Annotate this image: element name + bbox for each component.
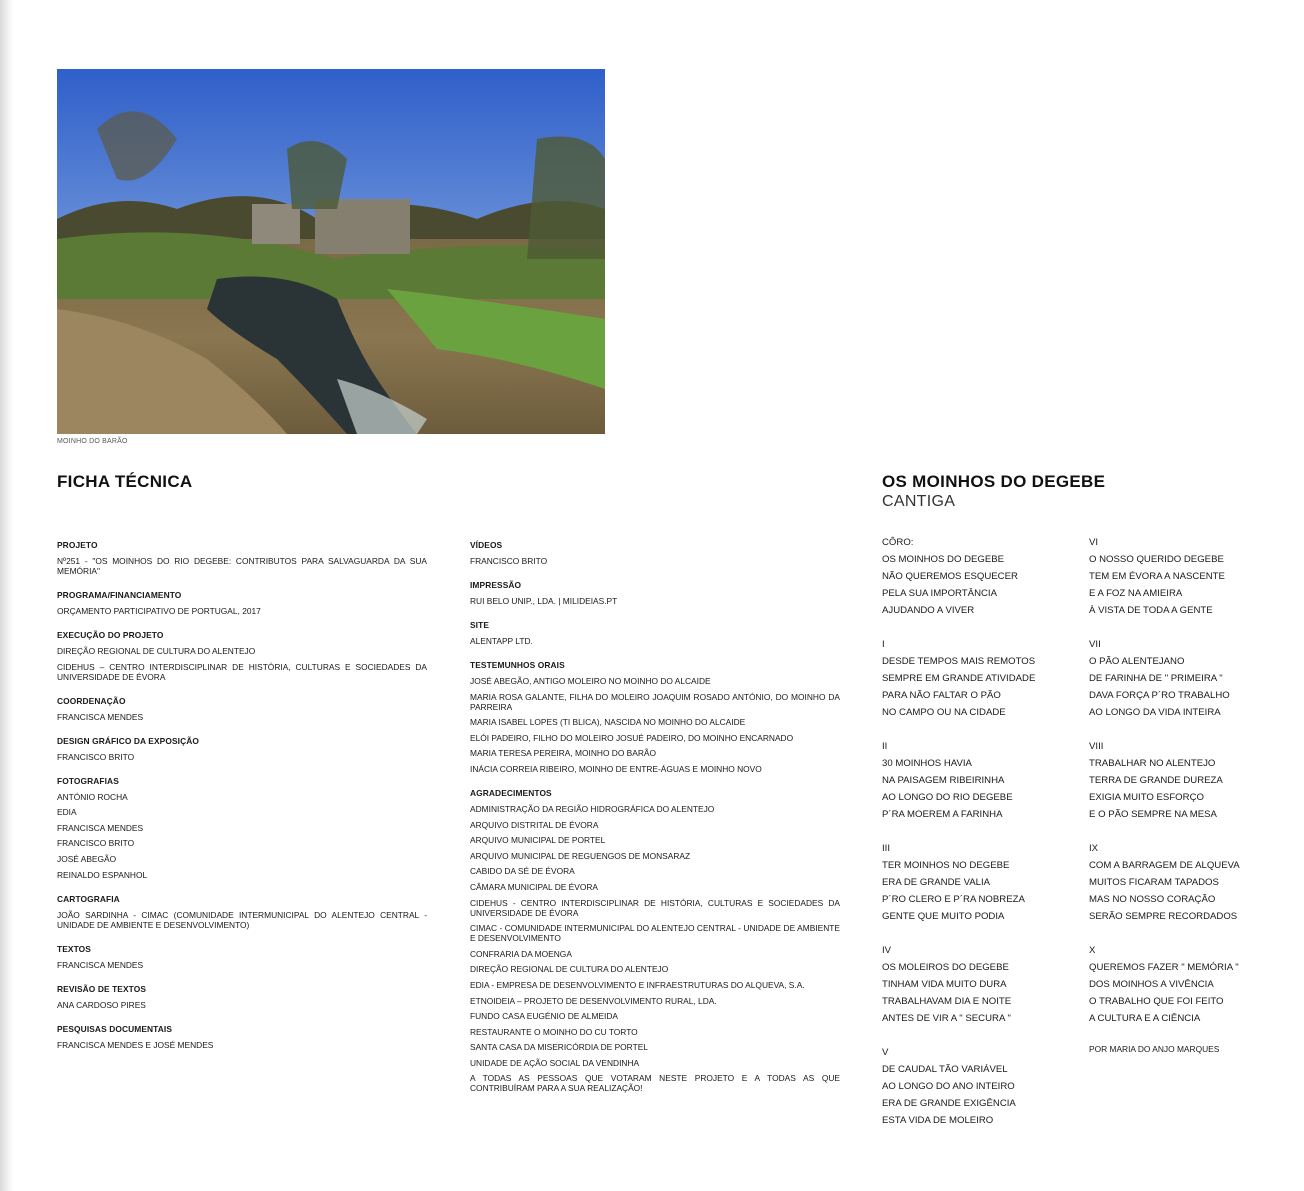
stanza-label: VIII <box>1089 741 1104 752</box>
poem-line: ANTES DE VIR A " SECURA " <box>882 1013 1011 1024</box>
stanza-label: X <box>1089 945 1096 956</box>
credit-section-title: TESTEMUNHOS ORAIS <box>470 660 565 670</box>
poem-stanza <box>1089 942 1279 1027</box>
poem-line: AO LONGO DO RIO DEGEBE <box>882 792 1013 803</box>
credit-line: RESTAURANTE O MOINHO DO CU TORTO <box>470 1026 638 1037</box>
credit-section-title: PROJETO <box>57 540 98 550</box>
poem-author: POR MARIA DO ANJO MARQUES <box>1089 1044 1220 1054</box>
poem-stanza <box>1089 840 1279 925</box>
poem-stanza <box>1089 636 1279 721</box>
ficha-title: FICHA TÉCNICA <box>57 472 193 491</box>
poem-line: E O PÃO SEMPRE NA MESA <box>1089 809 1217 820</box>
poem-line: O NOSSO QUERIDO DEGEBE <box>1089 554 1224 565</box>
credit-line: ADMINISTRAÇÃO DA REGIÃO HIDROGRÁFICA DO ALENTEJO <box>470 803 715 814</box>
credit-line: MARIA ISABEL LOPES (TI BLICA), NASCIDA NO MOINHO DO ALCAIDE <box>470 717 746 728</box>
credit-line: FRANCISCA MENDES <box>57 711 144 722</box>
credit-section <box>57 776 427 880</box>
poem-title: OS MOINHOS DO DEGEBE <box>882 472 1106 491</box>
credit-line: CIDEHUS – CENTRO INTERDISCIPLINAR DE HISTÓRIA, CULTURAS E SOCIEDADES DA UNIVERSIDADE DE ÉVORA <box>57 661 427 682</box>
poem-line: P´RA MOEREM A FARINHA <box>882 809 1003 820</box>
credit-line: EDIA - EMPRESA DE DESENVOLVIMENTO E INFRAESTRUTURAS DO ALQUEVA, S.A. <box>470 979 805 990</box>
credit-section-title: DESIGN GRÁFICO DA EXPOSIÇÃO <box>57 735 199 746</box>
credit-line: JOSÉ ABEGÃO, ANTIGO MOLEIRO NO MOINHO DO ALCAIDE <box>470 676 711 686</box>
credit-section-title: CARTOGRAFIA <box>57 893 120 904</box>
poem-line: P´RO CLERO E P´RA NOBREZA <box>882 894 1025 905</box>
poem-line: TERRA DE GRANDE DUREZA <box>1089 775 1223 786</box>
credit-section <box>57 590 427 616</box>
poem-line: AO LONGO DO ANO INTEIRO <box>882 1081 1015 1092</box>
credit-line: CONFRARIA DA MOENGA <box>470 948 572 959</box>
stanza-label: I <box>882 639 885 650</box>
ficha-column-1 <box>57 540 427 1064</box>
poem-stanza <box>882 738 1072 823</box>
credit-line: RUI BELO UNIP., LDA. | MILIDEIAS.PT <box>470 596 618 606</box>
mill-photo <box>57 69 605 434</box>
credit-section-title: IMPRESSÃO <box>470 580 522 590</box>
poem-line: AO LONGO DA VIDA INTEIRA <box>1089 707 1221 718</box>
poem-stanza <box>882 636 1072 721</box>
poem-stanza <box>882 1044 1072 1129</box>
credit-section-title: PROGRAMA/FINANCIAMENTO <box>57 590 182 600</box>
credit-line: A TODAS AS PESSOAS QUE VOTARAM NESTE PROJETO E A TODAS AS QUE CONTRIBUÍRAM PARA A SUA REALIZAÇÃO! <box>470 1073 840 1094</box>
credit-section-title: VÍDEOS <box>470 540 503 550</box>
credit-line: FRANCISCO BRITO <box>57 751 135 762</box>
credit-line: ALENTAPP LTD. <box>470 636 533 646</box>
poem-line: ERA DE GRANDE VALIA <box>882 877 991 888</box>
stanza-label: VI <box>1089 537 1099 548</box>
credit-section <box>57 984 427 1010</box>
credit-section <box>470 788 840 1094</box>
credit-line: JOÃO SARDINHA - CIMAC (COMUNIDADE INTERMUNICIPAL DO ALENTEJO CENTRAL - UNIDADE DE AMBIENTE E DESENVOLVIMENTO) <box>57 909 427 930</box>
credit-line: EDIA <box>57 807 77 818</box>
credit-section <box>57 1024 427 1050</box>
credit-section <box>470 660 840 774</box>
credit-line: FRANCISCO BRITO <box>57 838 135 849</box>
ficha-column-2 <box>470 540 840 1107</box>
credit-section-title: EXECUÇÃO DO PROJETO <box>57 630 164 640</box>
page-spine-shadow <box>0 0 14 1191</box>
credit-section <box>470 580 840 606</box>
poem-column-1 <box>882 534 1072 1146</box>
stanza-label: III <box>882 843 890 854</box>
poem-line: DESDE TEMPOS MAIS REMOTOS <box>882 656 1036 667</box>
poem-line: TER MOINHOS NO DEGEBE <box>882 860 1010 871</box>
mill-landscape-image <box>57 69 605 434</box>
poem-line: NÃO QUEREMOS ESQUECER <box>882 571 1018 582</box>
credit-line: MARIA ROSA GALANTE, FILHA DO MOLEIRO JOAQUIM ROSADO ANTÓNIO, DO MOINHO DA PARREIRA <box>470 691 840 712</box>
poem-stanza <box>1089 738 1279 823</box>
credit-line: JOSÉ ABEGÃO <box>57 853 117 864</box>
credit-line: CÂMARA MUNICIPAL DE ÉVORA <box>470 881 598 892</box>
poem-line: QUEREMOS FAZER " MEMÓRIA " <box>1089 962 1239 973</box>
credit-line: DIREÇÃO REGIONAL DE CULTURA DO ALENTEJO <box>57 646 256 656</box>
poem-line: O PÃO ALENTEJANO <box>1089 656 1185 667</box>
poem-line: PELA SUA IMPORTÂNCIA <box>882 588 997 599</box>
credit-section-title: REVISÃO DE TEXTOS <box>57 983 147 994</box>
poem-line: COM A BARRAGEM DE ALQUEVA <box>1089 860 1240 871</box>
poem-line: NA PAISAGEM RIBEIRINHA <box>882 775 1005 786</box>
poem-column-2 <box>1089 534 1279 1054</box>
credit-line: REINALDO ESPANHOL <box>57 869 148 880</box>
credit-section-title: PESQUISAS DOCUMENTAIS <box>57 1023 173 1034</box>
credit-section-title: AGRADECIMENTOS <box>470 787 552 798</box>
credit-line: FRANCISCA MENDES <box>57 822 144 833</box>
poem-line: À VISTA DE TODA A GENTE <box>1089 605 1213 616</box>
credit-line: CIDEHUS - CENTRO INTERDISCIPLINAR DE HISTÓRIA, CULTURAS E SOCIEDADES DA UNIVERSIDADE DE ÉVORA <box>470 897 840 918</box>
credit-section-title: FOTOGRAFIAS <box>57 775 119 786</box>
poem-stanza <box>882 942 1072 1027</box>
poem-line: TINHAM VIDA MUITO DURA <box>882 979 1007 990</box>
credit-line: ORÇAMENTO PARTICIPATIVO DE PORTUGAL, 2017 <box>57 606 261 616</box>
poem-line: TRABALHAVAM DIA E NOITE <box>882 996 1012 1007</box>
credit-line: ANTÓNIO ROCHA <box>57 791 128 802</box>
poem-line: DE FARINHA DE " PRIMEIRA " <box>1089 673 1223 684</box>
credit-line: SANTA CASA DA MISERICÓRDIA DE PORTEL <box>470 1042 648 1053</box>
stanza-label: IX <box>1089 843 1099 854</box>
credit-line: ARQUIVO DISTRITAL DE ÉVORA <box>470 819 599 830</box>
credit-section <box>470 540 840 566</box>
poem-line: DOS MOINHOS A VIVÊNCIA <box>1089 979 1214 990</box>
credit-line: CIMAC - COMUNIDADE INTERMUNICIPAL DO ALENTEJO CENTRAL - UNIDADE DE AMBIENTE E DESENVOLVIMENTO <box>470 923 840 944</box>
poem-stanza <box>882 840 1072 925</box>
poem-line: PARA NÃO FALTAR O PÃO <box>882 690 1001 701</box>
credit-line: FRANCISCA MENDES <box>57 959 144 970</box>
poem-line: TRABALHAR NO ALENTEJO <box>1089 758 1216 769</box>
credit-line: ETNOIDEIA – PROJETO DE DESENVOLVIMENTO RURAL, LDA. <box>470 995 717 1006</box>
poem-line: ERA DE GRANDE EXIGÊNCIA <box>882 1098 1016 1109</box>
credit-line: INÁCIA CORREIA RIBEIRO, MOINHO DE ENTRE-ÁGUAS E MOINHO NOVO <box>470 763 762 774</box>
poem-line: DE CAUDAL TÃO VARIÁVEL <box>882 1064 1008 1075</box>
credit-line: UNIDADE DE AÇÃO SOCIAL DA VENDINHA <box>470 1057 640 1068</box>
credit-line: MARIA TERESA PEREIRA, MOINHO DO BARÃO <box>470 748 656 759</box>
poem-line: SEMPRE EM GRANDE ATIVIDADE <box>882 673 1036 684</box>
poem-line: NO CAMPO OU NA CIDADE <box>882 707 1006 718</box>
poem-line: EXIGIA MUITO ESFORÇO <box>1089 792 1204 803</box>
poem-line: OS MOLEIROS DO DEGEBE <box>882 962 1009 973</box>
poem-line: O TRABALHO QUE FOI FEITO <box>1089 996 1224 1007</box>
credit-line: ARQUIVO MUNICIPAL DE PORTEL <box>470 835 606 846</box>
credit-section <box>57 894 427 930</box>
credit-line: CABIDO DA SÉ DE ÉVORA <box>470 866 575 877</box>
poem-line: MUITOS FICARAM TAPADOS <box>1089 877 1219 888</box>
poem-line: DAVA FORÇA P´RO TRABALHO <box>1089 690 1230 701</box>
photo-caption: MOINHO DO BARÃO <box>57 438 128 445</box>
credit-line: DIREÇÃO REGIONAL DE CULTURA DO ALENTEJO <box>470 964 669 975</box>
credit-line: ARQUIVO MUNICIPAL DE REGUENGOS DE MONSARAZ <box>470 850 691 861</box>
poem-line: SERÃO SEMPRE RECORDADOS <box>1089 911 1238 922</box>
poem-line: MAS NO NOSSO CORAÇÃO <box>1089 894 1216 905</box>
poem-line: ESTA VIDA DE MOLEIRO <box>882 1115 994 1126</box>
credit-section <box>57 944 427 970</box>
credit-section <box>470 620 840 646</box>
credit-line: FRANCISCO BRITO <box>470 556 548 566</box>
credit-section <box>57 696 427 722</box>
credit-line: ANA CARDOSO PIRES <box>57 999 146 1010</box>
poem-subtitle: CANTIGA <box>882 493 956 510</box>
stanza-label: IV <box>882 945 892 956</box>
credit-section-title: COORDENAÇÃO <box>57 695 126 706</box>
credit-section-title: TEXTOS <box>57 943 91 954</box>
poem-line: AJUDANDO A VIVER <box>882 605 975 616</box>
poem-line: E A FOZ NA AMIEIRA <box>1089 588 1183 599</box>
poem-line: A CULTURA E A CIÊNCIA <box>1089 1013 1201 1024</box>
credit-line: FUNDO CASA EUGÉNIO DE ALMEIDA <box>470 1011 618 1022</box>
poem-line: GENTE QUE MUITO PODIA <box>882 911 1005 922</box>
credit-line: ELÓI PADEIRO, FILHO DO MOLEIRO JOSUÉ PADEIRO, DO MOINHO ENCARNADO <box>470 732 794 743</box>
credit-line: Nº251 - "OS MOINHOS DO RIO DEGEBE: CONTRIBUTOS PARA SALVAGUARDA DA SUA MEMÓRIA" <box>57 556 427 576</box>
poem-line: 30 MOINHOS HAVIA <box>882 758 972 769</box>
poem-stanza <box>882 534 1072 619</box>
poem-line: OS MOINHOS DO DEGEBE <box>882 554 1005 565</box>
credit-line: FRANCISCA MENDES E JOSÉ MENDES <box>57 1039 214 1050</box>
credit-section <box>57 540 427 576</box>
poem-line: TEM EM ÉVORA A NASCENTE <box>1089 571 1225 582</box>
poem-stanza <box>1089 534 1279 619</box>
credit-section <box>57 630 427 682</box>
stanza-label: II <box>882 741 888 752</box>
stanza-label: VII <box>1089 639 1101 650</box>
stanza-label: CÔRO: <box>882 537 914 548</box>
credit-section <box>57 736 427 762</box>
stanza-label: V <box>882 1047 889 1058</box>
credit-section-title: SITE <box>470 620 490 630</box>
